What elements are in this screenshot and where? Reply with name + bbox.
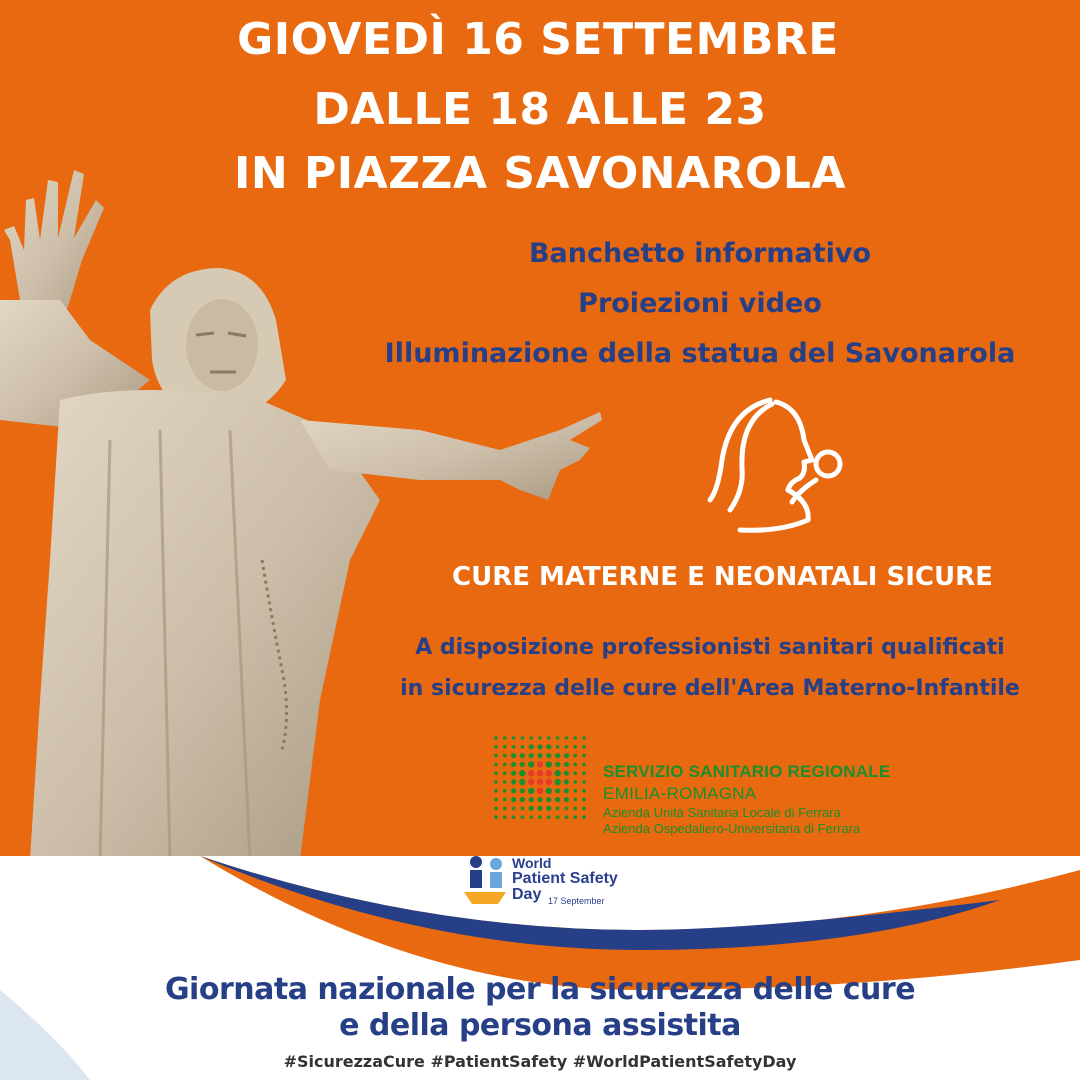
ssr-line-1: SERVIZIO SANITARIO REGIONALE: [603, 762, 891, 781]
staff-line-2: in sicurezza delle cure dell'Area Materno-Infantile: [400, 676, 1020, 701]
staff-line-1: A disposizione professionisti sanitari qualificati: [415, 635, 1005, 660]
footer-title-line-1: Giornata nazionale per la sicurezza delle cure: [164, 972, 916, 1007]
wpsd-line-2: Patient Safety: [512, 870, 618, 887]
activity-info-desk: Banchetto informativo: [528, 238, 872, 269]
ssr-line-4: Azienda Ospedaliero-Universitaria di Ferrara: [603, 821, 861, 836]
wpsd-line-3: Day: [512, 886, 542, 903]
ssr-line-2: EMILIA-ROMAGNA: [603, 784, 757, 803]
ssr-line-3: Azienda Unità Sanitaria Locale di Ferrara: [603, 805, 841, 820]
footer-title-line-2: e della persona assistita: [339, 1008, 741, 1043]
hashtags: #SicurezzaCure #PatientSafety #WorldPatientSafetyDay: [283, 1052, 797, 1071]
wpsd-figures-icon: [462, 852, 510, 912]
headline-date: GIOVEDÌ 16 SETTEMBRE: [237, 14, 839, 65]
campaign-title: CURE MATERNE E NEONATALI SICURE: [452, 562, 993, 592]
activity-lighting: Illuminazione della statua del Savonarola: [384, 338, 1016, 369]
wpsd-date: 17 September: [548, 896, 605, 906]
activity-video: Proiezioni video: [578, 288, 822, 319]
world-patient-safety-day-logo: [462, 852, 632, 912]
headline-time: DALLE 18 ALLE 23: [313, 84, 767, 135]
headline-place: IN PIAZZA SAVONAROLA: [233, 148, 847, 199]
wpsd-line-1: World: [512, 855, 552, 871]
